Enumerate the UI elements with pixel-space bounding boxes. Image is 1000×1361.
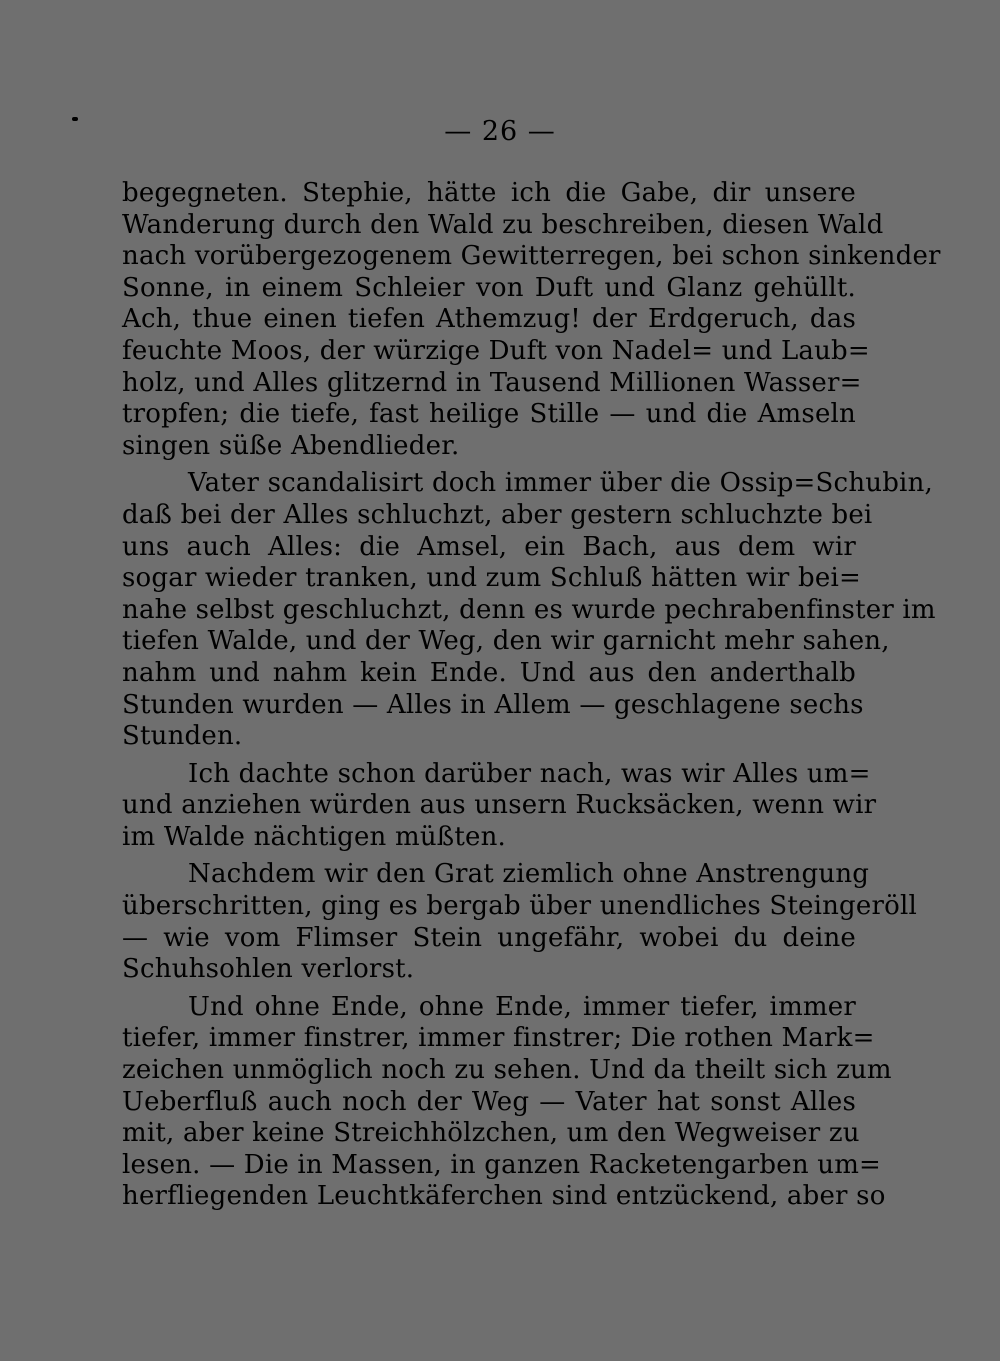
text-line: tropfen; die tiefe, fast heilige Stille — und die Amseln xyxy=(122,399,856,430)
page-number: — 26 — xyxy=(444,116,556,147)
text-line: überschritten, ging es bergab über unendliches Steingeröll xyxy=(122,891,917,922)
text-line: — wie vom Flimser Stein ungefähr, wobei du deine xyxy=(122,922,856,953)
text-line: singen süße Abendlieder. xyxy=(122,430,460,461)
text-line: Stunden. xyxy=(122,721,243,752)
text-line: herfliegenden Leuchtkäferchen sind entzückend, aber so xyxy=(122,1181,886,1212)
text-line: daß bei der Alles schluchzt, aber gestern schluchzte bei xyxy=(122,499,873,530)
text-line: Stunden wurden — Alles in Allem — geschlagene sechs xyxy=(122,689,864,720)
text-line: Ach, thue einen tiefen Athemzug! der Erdgeruch, das xyxy=(122,304,856,335)
text-line: tiefer, immer finstrer, immer finstrer; Die rothen Mark= xyxy=(122,1023,875,1054)
text-line: mit, aber keine Streichhölzchen, um den Wegweiser zu xyxy=(122,1118,860,1149)
text-line: und anziehen würden aus unsern Rucksäcken, wenn wir xyxy=(122,790,877,821)
text-line: sogar wieder tranken, und zum Schluß hätten wir bei= xyxy=(122,563,861,594)
paragraph xyxy=(122,468,936,752)
text-line: Schuhsohlen verlorst. xyxy=(122,954,415,985)
text-line: nahe selbst geschluchzt, denn es wurde pechrabenfinster im xyxy=(122,594,936,625)
text-line: lesen. — Die in Massen, in ganzen Racketengarben um= xyxy=(122,1149,882,1180)
paragraph xyxy=(122,758,877,854)
text-line: tiefen Walde, und der Weg, den wir garnicht mehr sahen, xyxy=(122,626,890,657)
paragraph xyxy=(122,991,892,1213)
text-line: begegneten. Stephie, hätte ich die Gabe, dir unsere xyxy=(122,178,856,208)
text-line: Nachdem wir den Grat ziemlich ohne Anstrengung xyxy=(188,859,870,890)
text-line: Und ohne Ende, ohne Ende, immer tiefer, immer xyxy=(188,991,856,1022)
paragraph xyxy=(122,178,941,462)
text-line: feuchte Moos, der würzige Duft von Nadel= und Laub= xyxy=(122,335,870,366)
body-text xyxy=(122,178,941,1213)
text-line: nahm und nahm kein Ende. Und aus den anderthalb xyxy=(122,657,856,688)
paragraph xyxy=(122,859,917,985)
text-line: Ueberfluß auch noch der Weg — Vater hat sonst Alles xyxy=(122,1086,856,1117)
text-line: im Walde nächtigen müßten. xyxy=(122,821,506,852)
text-line: holz, und Alles glitzernd in Tausend Millionen Wasser= xyxy=(122,367,862,398)
text-line: Sonne, in einem Schleier von Duft und Glanz gehüllt. xyxy=(122,272,856,303)
text-line: zeichen unmöglich noch zu sehen. Und da theilt sich zum xyxy=(122,1055,892,1086)
text-line: uns auch Alles: die Amsel, ein Bach, aus dem wir xyxy=(122,531,856,562)
text-line: Ich dachte schon darüber nach, was wir Alles um= xyxy=(188,758,871,789)
text-line: nach vorübergezogenem Gewitterregen, bei schon sinkender xyxy=(122,241,941,272)
text-line: Vater scandalisirt doch immer über die Ossip=Schubin, xyxy=(188,468,933,499)
text-line: Wanderung durch den Wald zu beschreiben, diesen Wald xyxy=(122,209,884,240)
